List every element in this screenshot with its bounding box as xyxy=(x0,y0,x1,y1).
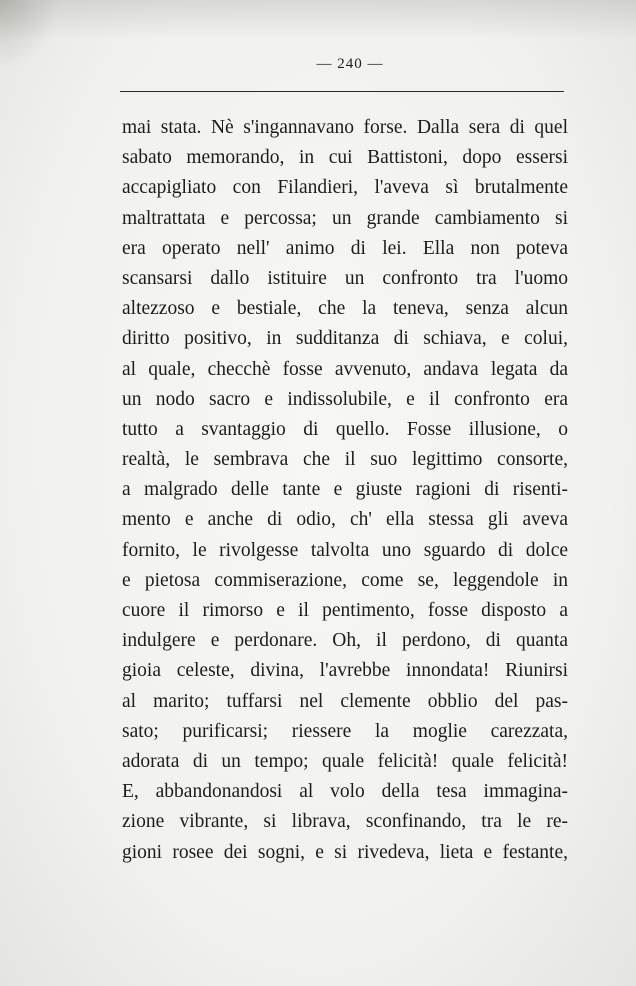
text-line: adorata di un tempo; quale felicità! quale felicità! xyxy=(122,750,568,772)
text-line: cuore il rimorso e il pentimento, fosse disposto a xyxy=(122,600,568,621)
text-line: al marito; tuffarsi nel clemente obblio del pas- xyxy=(122,690,568,712)
text-line: gioni rosee dei sogni, e si rivedeva, lieta e festante, xyxy=(122,841,568,863)
paper-stain-top xyxy=(0,0,636,40)
text-line: a malgrado delle tante e giuste ragioni di risenti- xyxy=(122,479,568,501)
text-line: era operato nell' animo di lei. Ella non poteva xyxy=(122,237,568,259)
text-line: altezzoso e bestiale, che la teneva, senza alcun xyxy=(122,298,568,320)
text-line: mento e anche di odio, ch' ella stessa gli aveva xyxy=(122,509,568,531)
text-line: maltrattata e percossa; un grande cambiamento si xyxy=(122,207,568,229)
text-line: realtà, le sembrava che il suo legittimo consorte, xyxy=(122,449,568,471)
text-line: E, abbandonandosi al volo della tesa immagina- xyxy=(122,781,568,803)
page-number: — 240 — xyxy=(316,56,384,72)
text-line: sabato memorando, in cui Battistoni, dopo essersi xyxy=(122,147,568,169)
text-line: mai stata. Nè s'ingannavano forse. Dalla sera di quel xyxy=(122,117,568,138)
text-line: zione vibrante, si librava, sconfinando, tra le re- xyxy=(122,811,568,833)
text-line: accapigliato con Filandieri, l'aveva sì brutalmente xyxy=(122,177,568,199)
text-line: un nodo sacro e indissolubile, e il confronto era xyxy=(122,388,568,410)
text-line: e pietosa commiserazione, come se, leggendole in xyxy=(122,569,568,591)
header-rule xyxy=(120,91,564,92)
text-line: gioia celeste, divina, l'avrebbe innondata! Riunirsi xyxy=(122,660,568,682)
body-text xyxy=(122,113,568,868)
text-line: tutto a svantaggio di quello. Fosse illusione, o xyxy=(122,418,568,440)
text-line: al quale, checchè fosse avvenuto, andava legata da xyxy=(122,358,568,380)
text-line: indulgere e perdonare. Oh, il perdono, di quanta xyxy=(122,630,568,652)
text-line: sato; purificarsi; riessere la moglie carezzata, xyxy=(122,720,568,742)
text-line: diritto positivo, in sudditanza di schiava, e colui, xyxy=(122,328,568,350)
text-line: scansarsi dallo istituire un confronto tra l'uomo xyxy=(122,267,568,289)
text-line: fornito, le rivolgesse talvolta uno sguardo di dolce xyxy=(122,539,568,561)
